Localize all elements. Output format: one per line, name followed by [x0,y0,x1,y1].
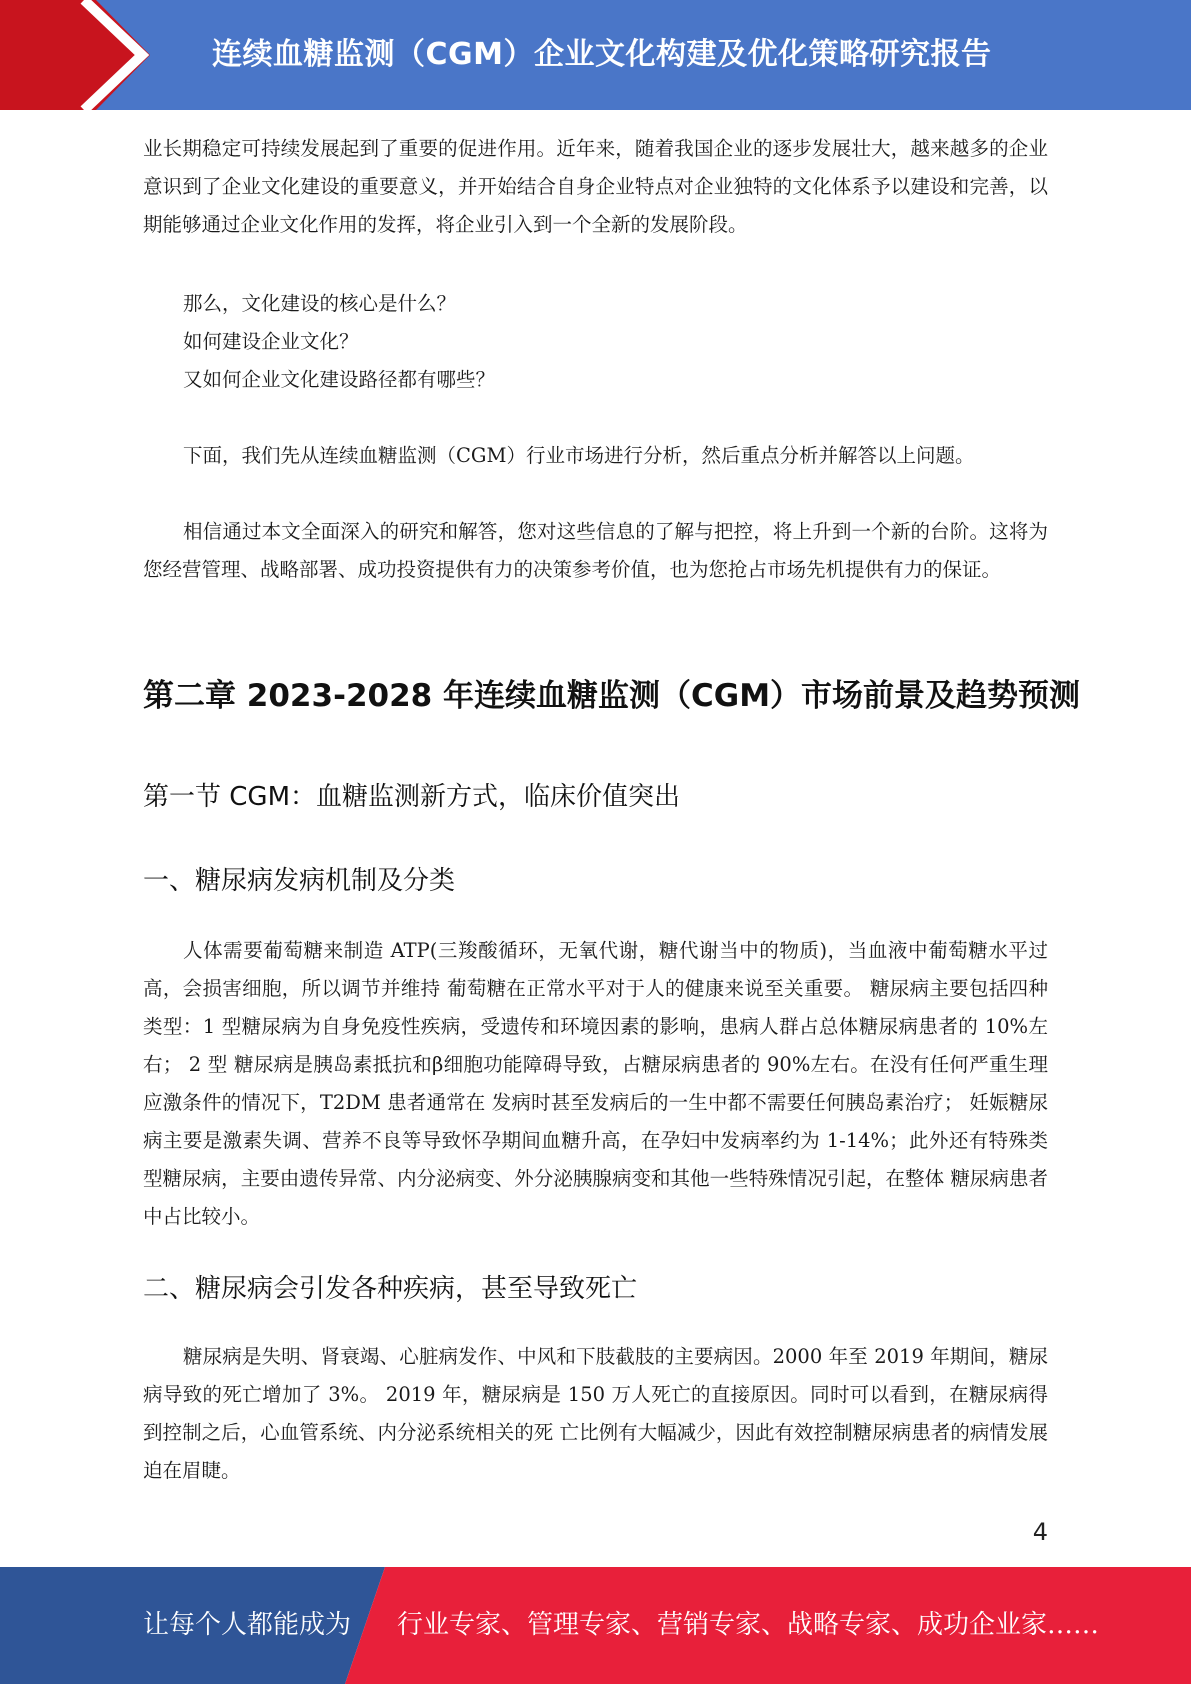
chapter-title: 第二章 2023-2028 年连续血糖监测（CGM）市场前景及趋势预测 [143,678,1081,714]
header-red-arrow [0,0,150,110]
question-list [143,285,1048,399]
section-title: 第一节 CGM：血糖监测新方式，临床价值突出 [143,782,680,812]
subsection-body-2: 糖尿病是失明、肾衰竭、心脏病发作、中风和下肢截肢的主要病因。2000 年至 2019 年期间，糖尿病导致的死亡增加了 3%。 2019 年，糖尿病是 150 万人死亡的直接原因。同时可以看到，在糖尿病得到控制之后，心血管系统、内分泌系统相关的死 亡比例有大幅减少，因此有效控制糖尿病患者的病情发展迫在眉睫。 [143,1345,1048,1482]
document-title: 连续血糖监测（CGM）企业文化构建及优化策略研究报告 [212,37,992,72]
page-footer [0,1567,1191,1684]
footer-slogan-right: 行业专家、管理专家、营销专家、战略专家、成功企业家…… [397,1610,1100,1640]
intro-paragraph-3: 相信通过本文全面深入的研究和解答，您对这些信息的了解与把控，将上升到一个新的台阶。这将为您经营管理、战略部署、成功投资提供有力的决策参考价值，也为您抢占市场先机提供有力的保证。 [143,520,1048,581]
page-number: 4 [1032,1518,1048,1546]
question-item: 又如何企业文化建设路径都有哪些？ [183,368,496,391]
subsection-title-1: 一、糖尿病发病机制及分类 [143,866,456,896]
question-item: 那么，文化建设的核心是什么？ [183,292,457,315]
footer-slogan-left: 让每个人都能成为 [143,1610,352,1640]
subsection-body-1: 人体需要葡萄糖来制造 ATP(三羧酸循环，无氧代谢，糖代谢当中的物质)，当血液中葡萄糖水平过高，会损害细胞，所以调节并维持 葡萄糖在正常水平对于人的健康来说至关重要。 糖尿病主要包括四种类型：1 型糖尿病为自身免疫性疾病，受遗传和环境因素的影响，患病人群占总体糖尿病患者的 10%左右； 2 型 糖尿病是胰岛素抵抗和β细胞功能障碍导致，占糖尿病患者的 90%左右。在没有任何严重生理应激条件的情况下，T2DM 患者通常在 发病时甚至发病后的一生中都不需要任何胰岛素治疗； 妊娠糖尿病主要是激素失调、营养不良等导致怀孕期间血糖升高，在孕妇中发病率约为 1-14%；此外还有特殊类型糖尿病，主要由遗传异常、内分泌病变、外分泌胰腺病变和其他一些特殊情况引起，在整体 糖尿病患者中占比较小。 [143,939,1048,1228]
question-item: 如何建设企业文化？ [183,330,359,353]
intro-paragraph-2: 下面，我们先从连续血糖监测（CGM）行业市场进行分析，然后重点分析并解答以上问题。 [183,444,975,467]
intro-paragraph-1: 业长期稳定可持续发展起到了重要的促进作用。近年来，随着我国企业的逐步发展壮大，越来越多的企业意识到了企业文化建设的重要意义，并开始结合自身企业特点对企业独特的文化体系予以建设和完善，以期能够通过企业文化作用的发挥，将企业引入到一个全新的发展阶段。 [143,137,1048,236]
page-header [0,0,1191,110]
subsection-title-2: 二、糖尿病会引发各种疾病，甚至导致死亡 [143,1274,638,1304]
